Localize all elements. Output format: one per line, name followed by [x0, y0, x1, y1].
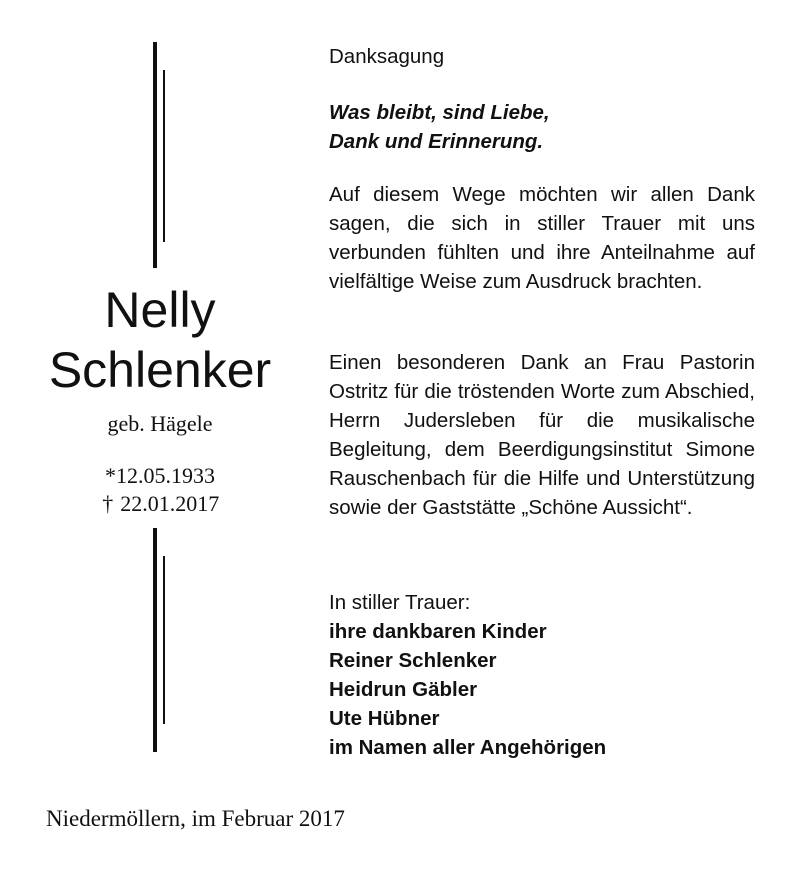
mourner-line: Heidrun Gäbler [329, 678, 478, 701]
deceased-first-name: Nelly [104, 282, 216, 338]
cross-icon: † [102, 491, 114, 516]
rule-top-thick [153, 42, 157, 268]
mourner-line: Reiner Schlenker [329, 649, 497, 672]
notice-heading: Danksagung [329, 45, 445, 68]
thanks-paragraph-1: Auf diesem Wege möchten wir allen Dank sagen, die sich in stiller Trauer mit uns verbunden fühlten und ihre Anteilnahme auf vielfältige Weise zum Ausdruck brachten. [329, 183, 755, 293]
birth-date: *12.05.1933 [105, 463, 215, 488]
birth-name: geb. Hägele [107, 411, 213, 436]
mourner-line: Ute Hübner [329, 707, 440, 730]
death-date: 22.01.2017 [120, 491, 220, 516]
rule-bottom-thick [153, 528, 157, 752]
mourners-list [329, 617, 755, 762]
mourners-title: In stiller Trauer: [329, 591, 471, 614]
deceased-last-name: Schlenker [48, 342, 272, 398]
rule-top-thin [163, 70, 165, 242]
mourner-line: ihre dankbaren Kinder [329, 620, 547, 643]
motto-line-1: Was bleibt, sind Liebe, [329, 101, 550, 124]
place-and-date: Niedermöllern, im Februar 2017 [46, 806, 345, 831]
rule-bottom-thin [163, 556, 165, 724]
motto [329, 98, 755, 156]
motto-line-2: Dank und Erinnerung. [329, 130, 544, 153]
mourner-line: im Namen aller Angehörigen [329, 736, 607, 759]
death-date-line [40, 490, 280, 518]
thanks-paragraph-2: Einen besonderen Dank an Frau Pastorin Ostritz für die tröstenden Worte zum Abschied, Herrn Judersleben für die musikalische Begleitung, dem Beerdigungsinstitut Simone Rauschenbach für die Hilfe und Unterstützung sowie der Gaststätte „Schöne Aussicht“. [329, 351, 755, 519]
